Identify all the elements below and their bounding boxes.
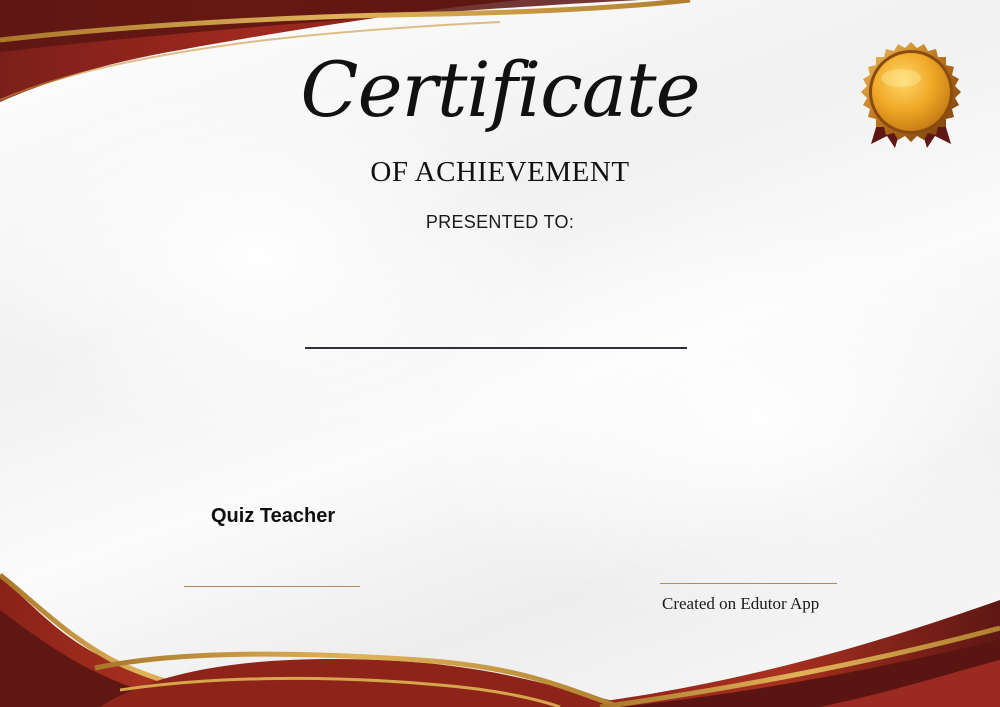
signature-line-left xyxy=(184,586,360,587)
presented-to-label: PRESENTED TO: xyxy=(425,212,575,232)
certificate-subtitle: OF ACHIEVEMENT xyxy=(370,156,630,188)
created-on-note: Created on Edutor App xyxy=(662,594,820,613)
signature-line-right xyxy=(660,583,837,584)
certificate-title: Certificate xyxy=(300,45,700,134)
signer-name: Quiz Teacher xyxy=(211,505,336,527)
recipient-name-line xyxy=(305,347,687,349)
